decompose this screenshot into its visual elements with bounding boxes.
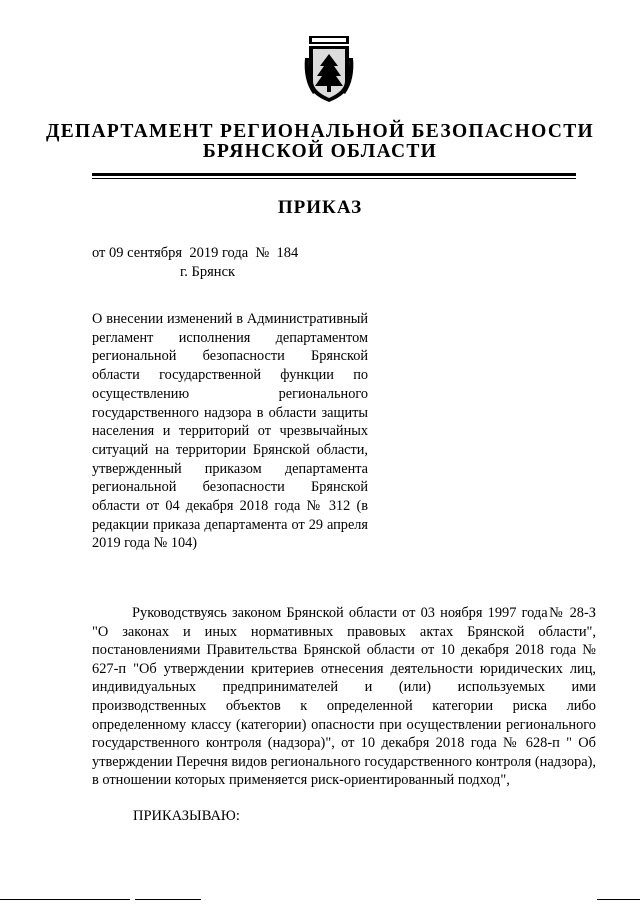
footer-line xyxy=(135,899,201,900)
department-region: БРЯНСКОЙ ОБЛАСТИ xyxy=(202,141,438,162)
document-city: г. Брянск xyxy=(180,264,236,280)
department-name: ДЕПАРТАМЕНТ РЕГИОНАЛЬНОЙ БЕЗОПАСНОСТИ xyxy=(46,121,594,142)
footer-line xyxy=(0,899,130,900)
document-type: ПРИКАЗ xyxy=(277,197,363,218)
order-statement: ПРИКАЗЫВАЮ: xyxy=(133,808,240,824)
header-divider-thick xyxy=(92,173,576,176)
coat-of-arms-icon xyxy=(303,36,355,106)
document-preamble: Руководствуясь законом Брянской области от 03 ноября 1997 года№ 28-З "О законах и иных нормативных правовых актах Брянской области", постановлениями Правительства Брянской области от 10 декабря 2018 года № 627-п "Об утверждении критериев отнесения деятельности юридических лиц, индивидуальных предпринимателей и (или) используемых ими производственных объектов к определенной категории риска либо определенному классу (категории) опасности при осуществлении регионального государственного контроля (надзора)", от 10 декабря 2018 года № 628-п " Об утверждении Перечня видов регионального государственного контроля (надзора), в отношении которых применяется риск-ориентированный подход", xyxy=(92,605,596,789)
document-subject: О внесении изменений в Административный регламент исполнения департаментом региональной безопасности Брянской области государственной функции по осуществлению регионального государственного надзора в области защиты населения и территорий от чрезвычайных ситуаций на территории Брянской области, утвержденный приказом департамента региональной безопасности Брянской области от 04 декабря 2018 года № 312 (в редакции приказа департамента от 29 апреля 2019 года № 104) xyxy=(92,311,368,552)
header-divider-thin xyxy=(92,178,576,179)
footer-line xyxy=(597,899,640,900)
document-date-number: от 09 сентября 2019 года № 184 xyxy=(92,245,299,261)
